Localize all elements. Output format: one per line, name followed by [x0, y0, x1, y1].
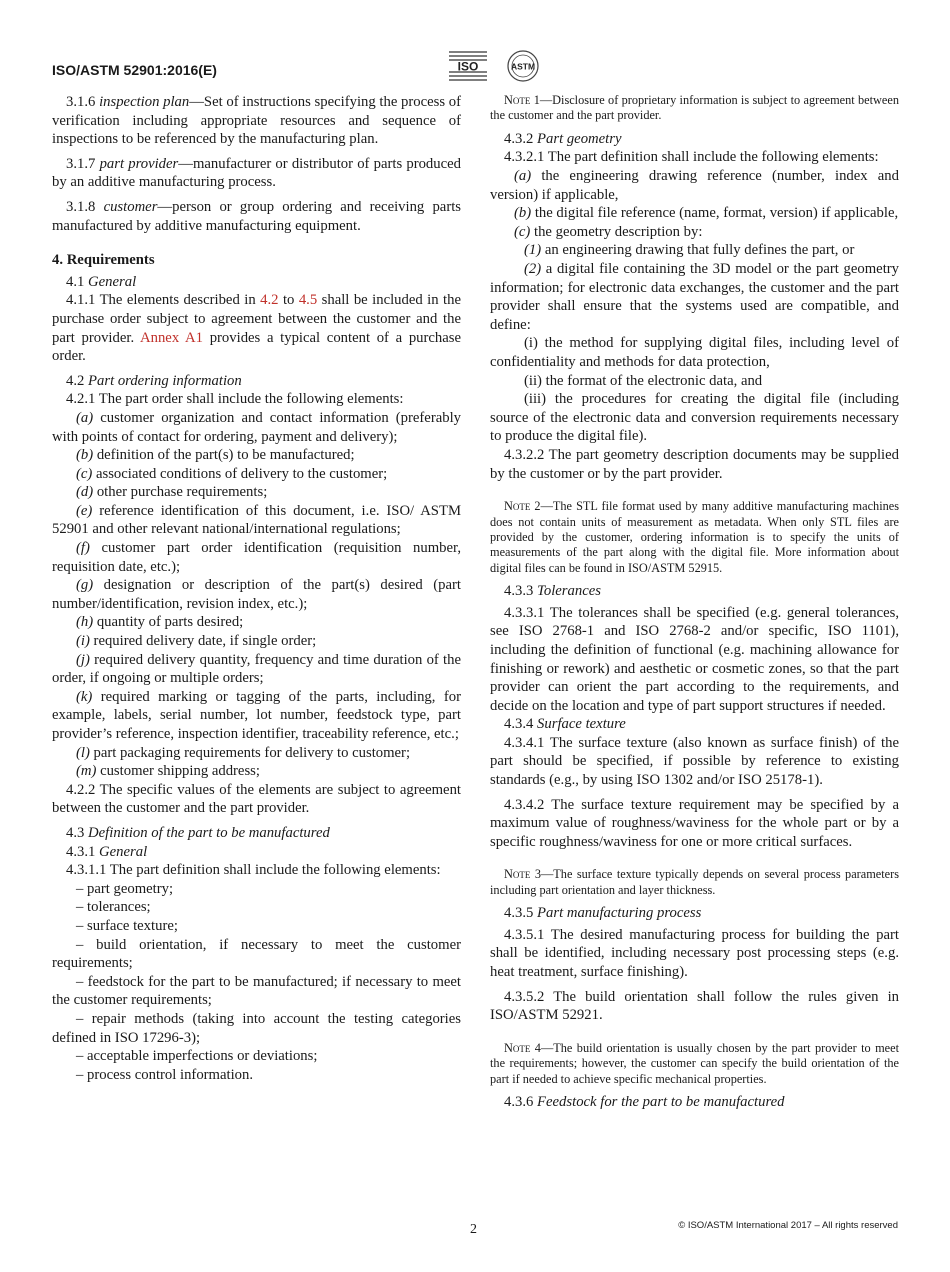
- order-item-key: (k): [76, 688, 93, 705]
- astm-logo: [503, 49, 543, 83]
- clause-4-3-5-heading: 4.3.5 Part manufacturing process: [504, 905, 702, 922]
- item-1: (1) an engineering drawing that fully defines the part, or: [524, 242, 855, 259]
- order-item-key: (e): [76, 502, 93, 519]
- clause-4-3-4-2: 4.3.4.2 The surface texture requirement may be specified by a maximum value of roughness/waviness for the whole part or by a specific roughness/waviness for one or more critical surfaces.: [490, 796, 899, 850]
- order-item-key: (c): [76, 465, 93, 482]
- order-item: [52, 744, 461, 763]
- clause-4-3-2-2: 4.3.2.2 The part geometry description documents may be supplied by the customer or by the part provider.: [490, 446, 899, 482]
- order-item-key: (h): [76, 614, 94, 631]
- part-definition-item: – surface texture;: [76, 917, 178, 934]
- part-definition-item: – build orientation, if necessary to meet the customer requirements;: [52, 936, 461, 972]
- order-item: [52, 446, 461, 465]
- order-item-text: associated conditions of delivery to the customer;: [95, 465, 388, 482]
- order-item: [52, 576, 461, 613]
- order-item: [52, 613, 461, 632]
- part-definition-item: – process control information.: [76, 1066, 254, 1083]
- order-item: [52, 688, 461, 744]
- clause-4-3-3-1: 4.3.3.1 The tolerances shall be specified (e.g. general tolerances, see ISO 2768-1 and ISO 2768-2 and/or specific, ISO 1101), including the definition of functional (e.g. machining allowance for finishing or rework) and aesthetic or cosmetic zones, so that the part provider can orient the part according to the requirements, and decide on the location and type of part support structures if needed.: [490, 604, 899, 714]
- clause-4-1-heading: 4.1 General: [66, 273, 137, 290]
- order-item-key: (d): [76, 484, 94, 501]
- item-b: (b) the digital file reference (name, format, version) if applicable,: [514, 205, 899, 222]
- link-4-2[interactable]: 4.2: [260, 292, 279, 309]
- clause-4-1-1: 4.1.1 The elements described in 4.2 to 4.5 shall be included in the purchase order subject to agreement between the customer and the part provider. Annex A1 provides a typical content of a purchase order.: [52, 292, 462, 365]
- item-c: (c) the geometry description by:: [514, 223, 703, 240]
- part-definition-item: – feedstock for the part to be manufactured; if necessary to meet the customer requirements;: [52, 973, 461, 1009]
- clause-4-3-2-heading: 4.3.2 Part geometry: [504, 130, 622, 147]
- order-item-key: (l): [76, 744, 90, 761]
- item-ii: (ii) the format of the electronic data, and: [524, 372, 763, 389]
- clause-4-3-4-1: 4.3.4.1 The surface texture (also known as surface finish) of the part should be specified, if possible by reference to existing standards (e.g., by using ISO 1302 and/or ISO 25178-1).: [490, 734, 899, 789]
- order-item-text: required marking or tagging of the parts, including, for example, labels, serial number, lot number, feedstock type, part provider’s reference, inspection identifier, traceability reference, etc.;: [52, 688, 461, 742]
- order-item-text: definition of the part(s) to be manufactured;: [96, 447, 355, 464]
- order-item: [52, 651, 461, 688]
- right-column: [490, 93, 899, 1112]
- note-4: Note 4—The build orientation is usually chosen by the part provider to meet the requirements; however, the customer can specify the build orientation of the part if needed to achieve specific mechanical properties.: [490, 1040, 899, 1086]
- iso-logo: [449, 49, 487, 83]
- order-item-key: (i): [76, 633, 90, 650]
- item-iii: (iii) the procedures for creating the digital file (including source of the electronic data and conversion requirements necessary to produce the digital file).: [490, 391, 899, 445]
- order-item-text: designation or description of the part(s) desired (part number/identification, revision index, etc.);: [52, 577, 461, 612]
- part-definition-item: – acceptable imperfections or deviations;: [76, 1048, 318, 1065]
- part-definition-item: – part geometry;: [76, 880, 174, 897]
- left-column: [52, 93, 461, 1084]
- order-item-text: part packaging requirements for delivery to customer;: [93, 744, 411, 761]
- copyright-notice: © ISO/ASTM International 2017 – All rights reserved: [678, 1220, 898, 1231]
- order-item-text: required delivery date, if single order;: [93, 633, 317, 650]
- order-item-text: other purchase requirements;: [96, 484, 268, 501]
- clause-4-2-1: 4.2.1 The part order shall include the following elements:: [66, 391, 404, 408]
- item-2: (2) a digital file containing the 3D model or the part geometry information; for electronic data exchanges, the customer and the part provider shall ensure that the systems used are compatible, and define:: [490, 260, 900, 333]
- part-definition-item: – tolerances;: [76, 899, 151, 916]
- clause-4-3-heading: 4.3 Definition of the part to be manufactured: [66, 824, 330, 841]
- order-item-text: quantity of parts desired;: [96, 614, 244, 631]
- item-i: (i) the method for supplying digital files, including level of confidentiality and methods for data protection,: [490, 335, 899, 370]
- clause-4-3-3-heading: 4.3.3 Tolerances: [504, 583, 601, 600]
- clause-3-1-8: 3.1.8 customer—person or group ordering and receiving parts manufactured by additive manufacturing equipment.: [52, 198, 462, 234]
- order-items-list: [52, 409, 461, 781]
- order-item-text: required delivery quantity, frequency and time duration of the order, if ongoing or multiple orders;: [52, 651, 461, 687]
- clause-4-3-1-1: 4.3.1.1 The part definition shall include the following elements:: [66, 862, 441, 879]
- order-item: [52, 762, 461, 781]
- order-item: [52, 483, 461, 502]
- page-number: 2: [470, 1222, 477, 1237]
- order-item: [52, 465, 461, 484]
- order-item-key: (g): [76, 577, 94, 594]
- clause-4-3-1-heading: 4.3.1 General: [66, 843, 148, 860]
- note-2: Note 2—The STL file format used by many additive manufacturing machines does not contain units of measurement as metadata. When only STL files are provided by the customer, ordering information is to specify the units of measurements of the part along with the digital file. More information about digital files can be found in ISO/ASTM 52915.: [490, 499, 899, 575]
- clause-4-2-2: 4.2.2 The specific values of the elements are subject to agreement between the customer and the part provider.: [52, 781, 461, 817]
- order-item-key: (b): [76, 447, 94, 464]
- note-1: Note 1—Disclosure of proprietary information is subject to agreement between the customer and the part provider.: [490, 93, 899, 123]
- order-item-key: (a): [76, 409, 94, 426]
- item-a: (a) the engineering drawing reference (number, index and version) if applicable,: [490, 168, 899, 203]
- section-4-heading: 4. Requirements: [52, 252, 155, 269]
- order-item-text: customer organization and contact information (preferably with points of contact for ordering, payment and delivery);: [52, 409, 462, 445]
- part-definition-item: – repair methods (taking into account the testing categories defined in ISO 17296-3);: [52, 1010, 461, 1046]
- clause-4-2-heading: 4.2 Part ordering information: [66, 372, 242, 389]
- link-4-5[interactable]: 4.5: [298, 292, 318, 309]
- clause-4-3-6-heading: 4.3.6 Feedstock for the part to be manufactured: [504, 1094, 785, 1111]
- link-annex-a1[interactable]: Annex A1: [140, 329, 203, 346]
- order-item: [52, 502, 461, 539]
- note-3: Note 3—The surface texture typically depends on several process parameters including part orientation and layer thickness.: [490, 867, 899, 897]
- astm-logo-text: ASTM: [510, 61, 536, 72]
- order-item-key: (f): [76, 540, 90, 557]
- order-item: [52, 632, 461, 651]
- clause-4-3-5-2: 4.3.5.2 The build orientation shall follow the rules given in ISO/ASTM 52921.: [490, 988, 899, 1024]
- iso-logo-text: ISO: [457, 59, 479, 74]
- part-definition-list: [52, 880, 461, 1085]
- clause-3-1-7: 3.1.7 part provider—manufacturer or distributor of parts produced by an additive manufacturing process.: [52, 155, 461, 191]
- clause-4-3-4-heading: 4.3.4 Surface texture: [504, 716, 626, 733]
- order-item: [52, 409, 461, 446]
- order-item: [52, 539, 461, 576]
- order-item-key: (m): [76, 763, 97, 780]
- order-item-text: customer shipping address;: [100, 763, 260, 780]
- order-item-text: customer part order identification (requisition number, requisition date, etc.);: [52, 540, 462, 575]
- order-item-text: reference identification of this document, i.e. ISO/ ASTM 52901 and other relevant national/international regulations;: [52, 502, 462, 538]
- clause-4-3-2-1: 4.3.2.1 The part definition shall include the following elements:: [504, 149, 879, 166]
- clause-3-1-6: 3.1.6 inspection plan—Set of instructions specifying the process of verification including appropriate resources and sequence of inspections to be referenced by the manufacturing plan.: [52, 94, 461, 148]
- document-code: ISO/ASTM 52901:2016(E): [52, 62, 217, 78]
- clause-4-3-5-1: 4.3.5.1 The desired manufacturing process for building the part shall be identified, including necessary post processing steps (e.g. heat treatment, surface finishing).: [490, 926, 899, 981]
- order-item-key: (j): [76, 651, 90, 668]
